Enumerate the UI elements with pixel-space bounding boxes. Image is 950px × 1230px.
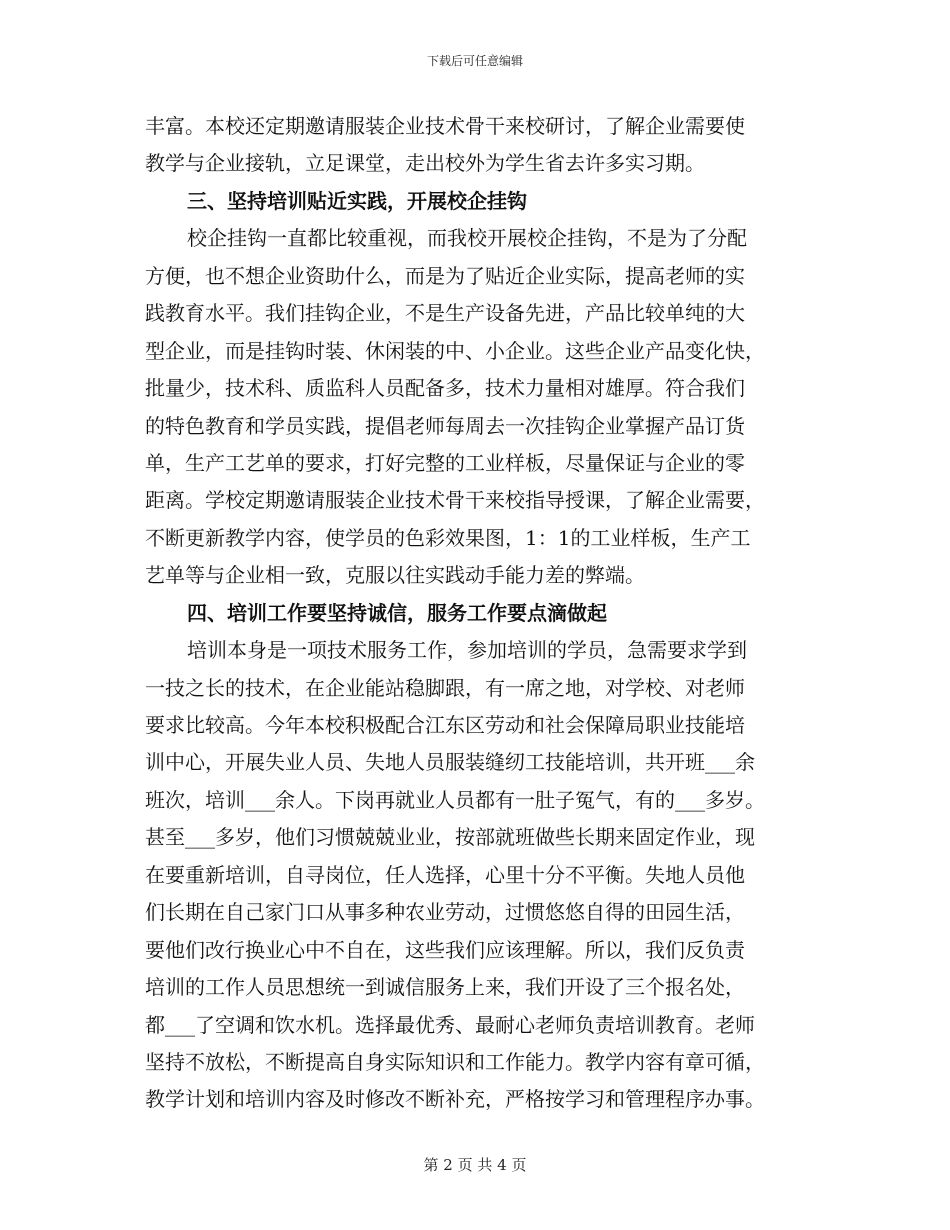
paragraph-line: 坚持不放松，不断提高自身实际知识和工作能力。教学内容有章可循，: [145, 1049, 765, 1074]
paragraph-line: 单，生产工艺单的要求，打好完整的工业样板，尽量保证与企业的零: [145, 450, 745, 475]
paragraph-line: 教学与企业接轨，立足课堂，走出校外为学生省去许多实习期。: [145, 151, 705, 176]
paragraph-line: 践教育水平。我们挂钩企业，不是生产设备先进，产品比较单纯的大: [145, 301, 745, 326]
paragraph-line: 方便，也不想企业资助什么，而是为了贴近企业实际，提高老师的实: [145, 263, 745, 288]
page-number: 第 2 页 共 4 页: [423, 1156, 527, 1174]
paragraph-line: 艺单等与企业相一致，克服以往实践动手能力差的弊端。: [145, 563, 645, 588]
paragraph-line: 不断更新教学内容，使学员的色彩效果图，1：1的工业样板，生产工: [145, 525, 751, 550]
paragraph-line: 甚至___多岁，他们习惯兢兢业业，按部就班做些长期来固定作业，现: [145, 825, 755, 850]
paragraph-line: 训中心，开展失业人员、失地人员服装缝纫工技能培训，共开班___余: [145, 750, 755, 775]
paragraph-line: 班次，培训___余人。下岗再就业人员都有一肚子冤气，有的___多岁。: [145, 787, 765, 812]
paragraph-line: 教学计划和培训内容及时修改不断补充，严格按学习和管理程序办事。: [145, 1087, 765, 1112]
paragraph-line: 要他们改行换业心中不自在，这些我们应该理解。所以，我们反负责: [145, 937, 745, 962]
paragraph-line: 都___了空调和饮水机。选择最优秀、最耐心老师负责培训教育。老师: [145, 1012, 755, 1037]
section-heading-3: 三、坚持培训贴近实践，开展校企挂钩: [187, 188, 527, 213]
paragraph-line: 一技之长的技术，在企业能站稳脚跟，有一席之地，对学校、对老师: [145, 675, 745, 700]
document-body: [145, 108, 810, 1119]
paragraph-line: 培训的工作人员思想统一到诚信服务上来，我们开设了三个报名处，: [145, 975, 745, 1000]
paragraph-line: 距离。学校定期邀请服装企业技术骨干来校指导授课，了解企业需要，: [145, 488, 765, 513]
paragraph-line: 在要重新培训，自寻岗位，任人选择，心里十分不平衡。失地人员他: [145, 862, 745, 887]
paragraph-line: 校企挂钩一直都比较重视，而我校开展校企挂钩，不是为了分配: [187, 226, 747, 251]
paragraph-line: 的特色教育和学员实践，提倡老师每周去一次挂钩企业掌握产品订货: [145, 413, 745, 438]
section-heading-4: 四、培训工作要坚持诚信，服务工作要点滴做起: [187, 600, 607, 625]
paragraph-line: 丰富。本校还定期邀请服装企业技术骨干来校研讨，了解企业需要使: [145, 114, 745, 138]
paragraph-line: 型企业，而是挂钩时装、休闲装的中、小企业。这些企业产品变化快，: [145, 338, 765, 363]
page-header-note: 下载后可任意编辑: [426, 54, 523, 68]
paragraph-line: 批量少，技术科、质监科人员配备多，技术力量相对雄厚。符合我们: [145, 376, 745, 401]
paragraph-line: 培训本身是一项技术服务工作，参加培训的学员，急需要求学到: [187, 638, 747, 663]
paragraph-line: 们长期在自己家门口从事多种农业劳动，过惯悠悠自得的田园生活，: [145, 900, 745, 925]
paragraph-line: 要求比较高。今年本校积极配合江东区劳动和社会保障局职业技能培: [145, 713, 745, 737]
